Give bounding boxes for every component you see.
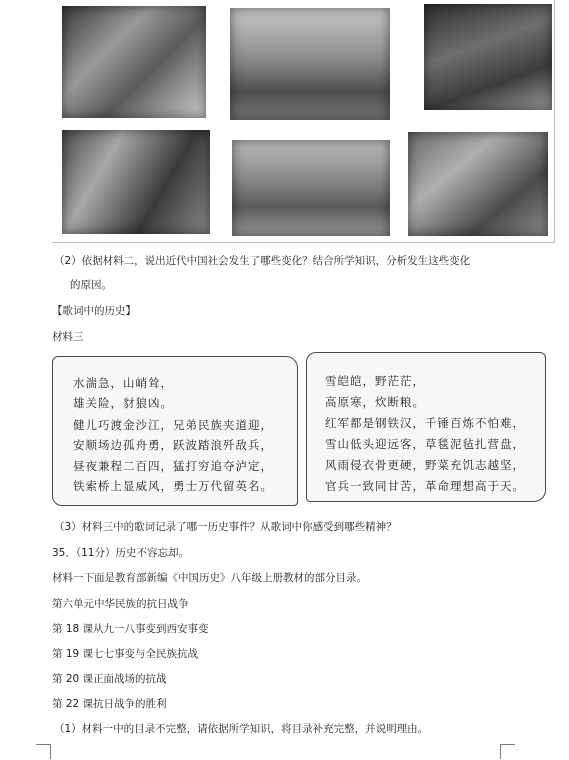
photo-textile-workshop <box>62 6 206 118</box>
lyric-line: 雪皑皑，野茫茫， <box>325 374 425 388</box>
lyric-line: 健儿巧渡金沙江，兄弟民族夹道迎， <box>73 418 273 432</box>
photo-early-automobile <box>232 140 390 236</box>
lyric-line: 雪山低头迎远客，草毯泥毡扎营盘， <box>325 437 525 451</box>
photo-rickshaw-street <box>230 8 390 120</box>
toc-item: 第 19 课七七事变与全民族抗战 <box>52 648 199 660</box>
section-heading: 【歌词中的历史】 <box>52 305 136 317</box>
toc-item: 第 22 课抗日战争的胜利 <box>52 698 167 710</box>
toc-item: 第 20 课正面战场的抗战 <box>52 673 167 685</box>
lyric-line: 铁索桥上显威风，勇士万代留英名。 <box>73 479 273 493</box>
lyric-line: 官兵一致同甘苦，革命理想高于天。 <box>325 479 525 493</box>
photo-crowd-portrait <box>424 4 552 110</box>
lyric-line: 水湍急，山峭耸， <box>73 376 173 390</box>
toc-item: 第 18 课从九一八事变到西安事变 <box>52 623 209 635</box>
question-2-line-2: 的原因。 <box>70 279 112 291</box>
lyric-scroll-right <box>306 352 546 502</box>
lyric-line: 风雨侵衣骨更硬，野菜充饥志越坚， <box>325 458 525 472</box>
material-1-intro: 材料一下面是教育部新编《中国历史》八年级上册教材的部分目录。 <box>52 572 367 584</box>
lyric-line: 昼夜兼程二百四，猛打穷追夺泸定， <box>73 459 273 473</box>
crop-mark-bottom-right <box>500 744 515 759</box>
lyric-line: 高原寒，炊断粮。 <box>325 395 425 409</box>
question-1: （1）材料一中的目录不完整，请依据所学知识，将目录补充完整，并说明理由。 <box>54 723 429 735</box>
toc-item: 第六单元中华民族的抗日战争 <box>52 598 189 610</box>
lyric-line: 安顺场边孤舟勇，跃波踏浪歼敌兵， <box>73 438 273 452</box>
question-2-line-1: （2）依据材料二，说出近代中国社会发生了哪些变化？结合所学知识，分析发生这些变化 <box>54 255 471 267</box>
photo-factory-workers <box>62 130 210 234</box>
lyric-scroll-left <box>52 356 298 506</box>
lyric-line: 红军都是钢铁汉，千锤百炼不怕难， <box>325 416 525 430</box>
photo-wedding-sedan <box>408 132 548 236</box>
photo-grid <box>52 0 555 243</box>
lyric-line: 雄关险，豺狼凶。 <box>73 396 173 410</box>
question-3: （3）材料三中的歌词记录了哪一历史事件？从歌词中你感受到哪些精神？ <box>54 521 397 533</box>
crop-mark-bottom-left <box>36 744 51 759</box>
question-35-heading: 35．（11分）历史不容忘却。 <box>52 547 189 559</box>
material-3-label: 材料三 <box>52 331 84 343</box>
